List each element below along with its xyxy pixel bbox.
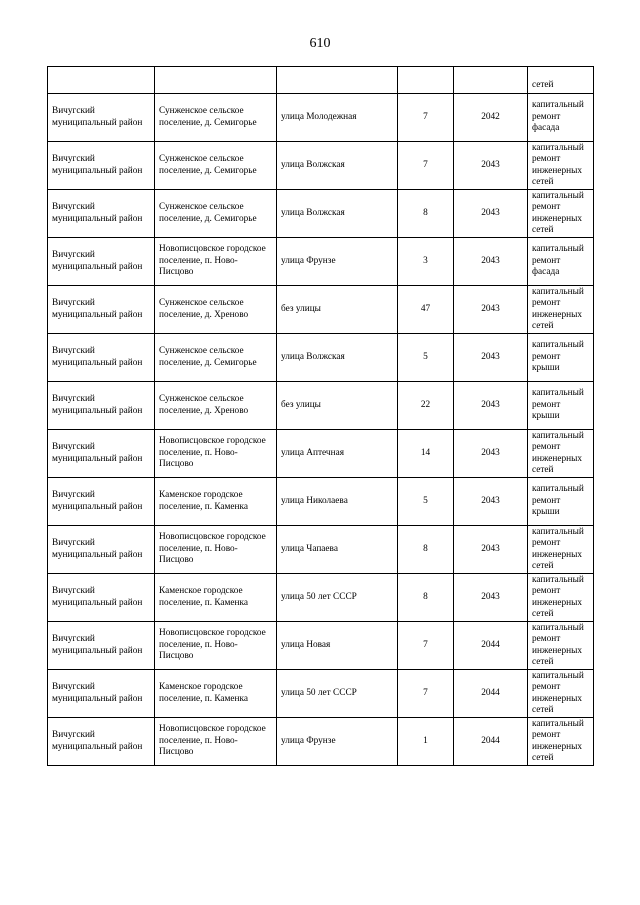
work-type-cell: капитальный ремонт фасада (528, 238, 594, 286)
table-row (48, 718, 594, 766)
street-cell: улица Волжская (277, 142, 398, 190)
work-type-cell: капитальный ремонт крыши (528, 382, 594, 430)
district-cell: Вичугский муниципальный район (48, 286, 155, 334)
work-type-cell: сетей (528, 67, 594, 94)
settlement-cell: Сунженское сельское поселение, д. Семигорье (155, 190, 277, 238)
settlement-cell: Сунженское сельское поселение, д. Семигорье (155, 94, 277, 142)
district-cell: Вичугский муниципальный район (48, 718, 155, 766)
street-cell: без улицы (277, 286, 398, 334)
table-row (48, 334, 594, 382)
street-cell: улица Фрунзе (277, 718, 398, 766)
district-cell: Вичугский муниципальный район (48, 334, 155, 382)
house-number-cell: 7 (398, 142, 454, 190)
table-row (48, 238, 594, 286)
table-row (48, 190, 594, 238)
year-cell: 2044 (454, 718, 528, 766)
work-type-cell: капитальный ремонт инженерных сетей (528, 430, 594, 478)
settlement-cell: Новописцовское городское поселение, п. Ново-Писцово (155, 430, 277, 478)
settlement-cell: Каменское городское поселение, п. Каменка (155, 478, 277, 526)
house-number-cell: 14 (398, 430, 454, 478)
house-number-cell: 5 (398, 478, 454, 526)
settlement-cell: Новописцовское городское поселение, п. Ново-Писцово (155, 526, 277, 574)
settlement-cell: Сунженское сельское поселение, д. Хреново (155, 286, 277, 334)
settlement-cell: Новописцовское городское поселение, п. Ново-Писцово (155, 622, 277, 670)
work-type-cell: капитальный ремонт инженерных сетей (528, 622, 594, 670)
work-type-cell: капитальный ремонт инженерных сетей (528, 670, 594, 718)
district-cell: Вичугский муниципальный район (48, 382, 155, 430)
street-cell (277, 67, 398, 94)
house-number-cell: 8 (398, 574, 454, 622)
year-cell (454, 67, 528, 94)
district-cell: Вичугский муниципальный район (48, 238, 155, 286)
street-cell: улица Фрунзе (277, 238, 398, 286)
settlement-cell: Сунженское сельское поселение, д. Семигорье (155, 334, 277, 382)
house-number-cell: 5 (398, 334, 454, 382)
work-type-cell: капитальный ремонт крыши (528, 478, 594, 526)
district-cell: Вичугский муниципальный район (48, 430, 155, 478)
settlement-cell: Каменское городское поселение, п. Каменка (155, 670, 277, 718)
year-cell: 2043 (454, 430, 528, 478)
settlement-cell (155, 67, 277, 94)
work-type-cell: капитальный ремонт крыши (528, 334, 594, 382)
house-number-cell: 7 (398, 622, 454, 670)
house-number-cell: 8 (398, 190, 454, 238)
settlement-cell: Сунженское сельское поселение, д. Семигорье (155, 142, 277, 190)
continuation-row (48, 67, 594, 94)
year-cell: 2043 (454, 190, 528, 238)
work-type-cell: капитальный ремонт инженерных сетей (528, 286, 594, 334)
page-number: 610 (309, 36, 331, 51)
table-body (48, 67, 594, 766)
district-cell: Вичугский муниципальный район (48, 670, 155, 718)
year-cell: 2043 (454, 142, 528, 190)
house-number-cell: 8 (398, 526, 454, 574)
table-row (48, 382, 594, 430)
table-row (48, 622, 594, 670)
table-row (48, 286, 594, 334)
year-cell: 2044 (454, 670, 528, 718)
street-cell: улица Николаева (277, 478, 398, 526)
year-cell: 2044 (454, 622, 528, 670)
district-cell: Вичугский муниципальный район (48, 94, 155, 142)
street-cell: улица Чапаева (277, 526, 398, 574)
street-cell: без улицы (277, 382, 398, 430)
district-cell: Вичугский муниципальный район (48, 142, 155, 190)
district-cell: Вичугский муниципальный район (48, 622, 155, 670)
work-type-cell: капитальный ремонт фасада (528, 94, 594, 142)
settlement-cell: Новописцовское городское поселение, п. Ново-Писцово (155, 718, 277, 766)
settlement-cell: Сунженское сельское поселение, д. Хреново (155, 382, 277, 430)
settlement-cell: Каменское городское поселение, п. Каменка (155, 574, 277, 622)
district-cell: Вичугский муниципальный район (48, 478, 155, 526)
table-row (48, 670, 594, 718)
work-type-cell: капитальный ремонт инженерных сетей (528, 526, 594, 574)
house-number-cell: 7 (398, 94, 454, 142)
year-cell: 2043 (454, 574, 528, 622)
year-cell: 2042 (454, 94, 528, 142)
table-row (48, 478, 594, 526)
table-row (48, 526, 594, 574)
district-cell: Вичугский муниципальный район (48, 574, 155, 622)
table-row (48, 94, 594, 142)
house-number-cell: 47 (398, 286, 454, 334)
street-cell: улица 50 лет СССР (277, 670, 398, 718)
street-cell: улица 50 лет СССР (277, 574, 398, 622)
street-cell: улица Новая (277, 622, 398, 670)
house-number-cell: 22 (398, 382, 454, 430)
house-number-cell (398, 67, 454, 94)
district-cell: Вичугский муниципальный район (48, 190, 155, 238)
year-cell: 2043 (454, 286, 528, 334)
work-type-cell: капитальный ремонт инженерных сетей (528, 190, 594, 238)
street-cell: улица Молодежная (277, 94, 398, 142)
house-number-cell: 1 (398, 718, 454, 766)
year-cell: 2043 (454, 526, 528, 574)
settlement-cell: Новописцовское городское поселение, п. Ново-Писцово (155, 238, 277, 286)
table-row (48, 430, 594, 478)
district-cell: Вичугский муниципальный район (48, 526, 155, 574)
house-number-cell: 3 (398, 238, 454, 286)
table-row (48, 574, 594, 622)
house-number-cell: 7 (398, 670, 454, 718)
year-cell: 2043 (454, 334, 528, 382)
street-cell: улица Волжская (277, 334, 398, 382)
repair-schedule-table (47, 66, 594, 766)
district-cell (48, 67, 155, 94)
work-type-cell: капитальный ремонт инженерных сетей (528, 718, 594, 766)
street-cell: улица Волжская (277, 190, 398, 238)
table-row (48, 142, 594, 190)
work-type-cell: капитальный ремонт инженерных сетей (528, 574, 594, 622)
work-type-cell: капитальный ремонт инженерных сетей (528, 142, 594, 190)
year-cell: 2043 (454, 238, 528, 286)
year-cell: 2043 (454, 478, 528, 526)
year-cell: 2043 (454, 382, 528, 430)
street-cell: улица Аптечная (277, 430, 398, 478)
